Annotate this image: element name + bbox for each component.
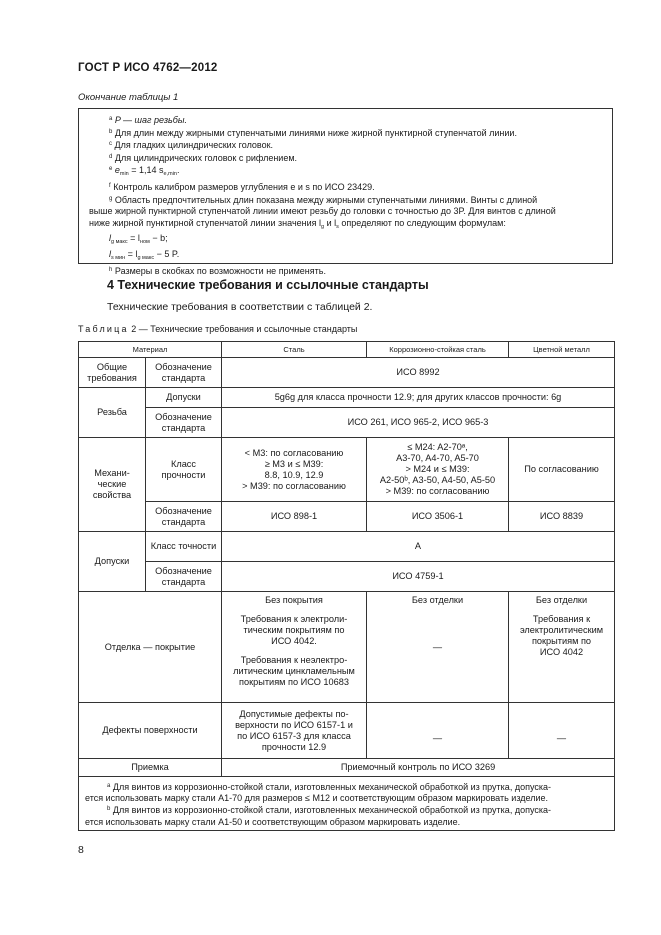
note-g-line2: выше жирной пунктирной ступенчатой линии имеют резьбу до головки с точностью до 3P. Для винтов с длиной (89, 206, 556, 217)
row-general-label: Общие требования (79, 358, 146, 388)
table-row (79, 358, 615, 388)
table-row (79, 592, 615, 703)
defects-steel: Допустимые дефекты по- верхности по ИСО 6157-1 и по ИСО 6157-3 для класса прочности 12.9 (222, 703, 367, 759)
stainless-strength-classes: ≤ M24: A2-70ᵃ, A3-70, A4-70, A5-70 > M24 и ≤ M39: A2-50ᵇ, A3-50, A4-50, A5-50 > M39: по согласованию (367, 438, 509, 502)
note-d: $^d$ Для цилиндрических головок с рифлением. (109, 152, 298, 163)
header-nonferrous: Цветной металл (509, 342, 615, 358)
section-heading: 4 Технические требования и ссылочные стандарты (107, 278, 429, 292)
row-acceptance-label: Приемка (79, 759, 222, 777)
finish-steel: Без покрытия Требования к электроли- тическим покрытиям по ИСО 4042. Требования к неэлектро- литическим цинкламельным покрытиям по ИСО 10683 (222, 592, 367, 703)
row-tol-std-value: ИСО 4759-1 (222, 562, 615, 592)
row-strength-class-label: Класс прочности (146, 438, 222, 502)
table-row (79, 703, 615, 759)
note-g-line3: ниже жирной пунктирной ступенчатой линии значения $l_g$ и $l_s$ определяют по следующим формулам: (89, 217, 506, 230)
formula-ls: $l_{s мин} = l_{g макс} - 5$ P. (109, 248, 180, 261)
row-thread-label: Резьба (79, 388, 146, 438)
document-title: ГОСТ Р ИСО 4762—2012 (78, 62, 218, 74)
footnote-b-line2: ется использовать марку стали A1-50 и соответствующим образом маркировать изделие. (85, 816, 461, 827)
note-g: $^g$ Область предпочтительных длин показана между жирными ступенчатыми линиями. Винты с длиной (109, 194, 538, 205)
header-steel: Сталь (222, 342, 367, 358)
header-stainless: Коррозионно-стойкая сталь (367, 342, 509, 358)
row-thread-tol-label: Допуски (146, 388, 222, 408)
note-h: $^h$ Размеры в скобках по возможности не применять. (109, 265, 326, 276)
mech-std-steel: ИСО 898-1 (222, 502, 367, 532)
table-row (79, 759, 615, 777)
row-mech-label: Механи- ческие свойства (79, 438, 146, 532)
row-tol-std-label: Обозначение стандарта (146, 562, 222, 592)
table-row (79, 388, 615, 408)
finish-stainless: Без отделки — (367, 592, 509, 703)
finish-nonferrous: Без отделки Требования к электролитическим покрытиям по ИСО 4042 (509, 592, 615, 703)
footnote-a: $^a$ Для винтов из коррозионно-стойкой стали, изготовленных механической обработкой из прутка, допуска- (107, 782, 551, 792)
row-thread-std-label: Обозначение стандарта (146, 408, 222, 438)
row-acceptance-value: Приемочный контроль по ИСО 3269 (222, 759, 615, 777)
table-caption: Таблица 2 — Технические требования и ссылочные стандарты (78, 324, 358, 334)
row-finish-label: Отделка — покрытие (79, 592, 222, 703)
footnote-b: $^b$ Для винтов из коррозионно-стойкой стали, изготовленных механической обработкой из прутка, допуска- (107, 805, 551, 816)
table-header-row (79, 342, 615, 358)
row-accuracy-class-label: Класс точности (146, 532, 222, 562)
mech-std-nonferrous: ИСО 8839 (509, 502, 615, 532)
table-row (79, 438, 615, 502)
steel-strength-classes: < M3: по согласованию ≥ M3 и ≤ M39: 8.8, 10.9, 12.9 > M39: по согласованию (222, 438, 367, 502)
table-row (79, 532, 615, 562)
table-continuation-label: Окончание таблицы 1 (78, 92, 179, 103)
row-accuracy-value: A (222, 532, 615, 562)
note-f: $^f$ Контроль калибром размеров углубления e и s по ИСО 23429. (109, 181, 375, 192)
section-intro: Технические требования в соответствии с таблицей 2. (107, 301, 373, 313)
table-row (79, 502, 615, 532)
nonferrous-strength-class: По согласованию (509, 438, 615, 502)
table-footnotes (79, 777, 615, 831)
table1-notes-box (78, 108, 613, 276)
table-row (79, 408, 615, 438)
note-e: $^e$ $e_{min} = 1,14$ $s_{e,min}$. (109, 165, 180, 178)
formula-lg: $l_{g макс} = l_{ном} - b$; (109, 233, 168, 246)
requirements-table (78, 341, 615, 831)
note-b: $^b$ Для длин между жирными ступенчатыми линиями ниже жирной пунктирной ступенчатой линии. (109, 127, 517, 138)
defects-stainless: — (367, 703, 509, 759)
page-number: 8 (78, 844, 84, 856)
row-thread-std-value: ИСО 261, ИСО 965-2, ИСО 965-3 (222, 408, 615, 438)
row-thread-tol-value: 5g6g для класса прочности 12.9; для других классов прочности: 6g (222, 388, 615, 408)
defects-nonferrous: — (509, 703, 615, 759)
table-row (79, 562, 615, 592)
footnote-a-line2: ется использовать марку стали A1-70 для размеров ≤ M12 и соответствующим образом маркировать изделие. (85, 793, 548, 804)
note-a: $^a$ P — шаг резьбы. (109, 115, 187, 125)
row-defects-label: Дефекты поверхности (79, 703, 222, 759)
header-material: Материал (79, 342, 222, 358)
row-tol-label: Допуски (79, 532, 146, 592)
row-general-value: ИСО 8992 (222, 358, 615, 388)
row-general-std-label: Обозначение стандарта (146, 358, 222, 388)
table-footnotes-row (79, 777, 615, 831)
note-c: $^c$ Для гладких цилиндрических головок. (109, 140, 274, 151)
row-mech-std-label: Обозначение стандарта (146, 502, 222, 532)
mech-std-stainless: ИСО 3506-1 (367, 502, 509, 532)
